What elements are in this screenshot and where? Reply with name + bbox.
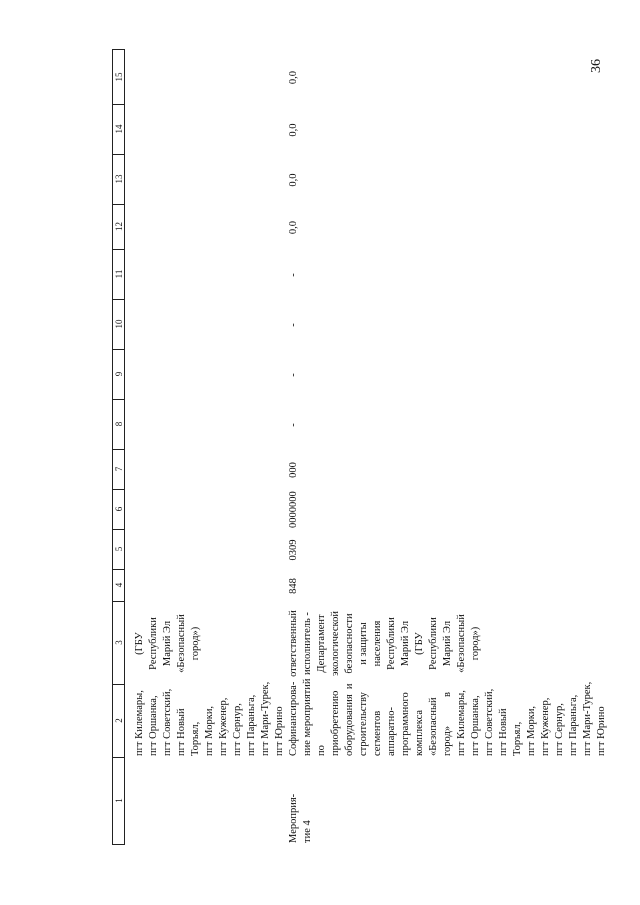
column-header-9: 9 xyxy=(112,349,125,400)
page-number: 36 xyxy=(589,59,604,73)
column-header-12: 12 xyxy=(112,204,125,250)
column-header-13: 13 xyxy=(112,154,125,205)
column-header-8: 8 xyxy=(112,399,125,450)
table-cell-r2-c9: - xyxy=(288,373,299,377)
table-cell-r2-c2: Софинансирова- ние мероприятий по приобретению оборудования и строительству сегментов аппаратно- программного комплекса «Безопасный город» в пгт Килемары, пгт Оршанка, пгт Советский, пгт Новый Торъял, пгт Морки, пгт Куженер, пгт Сернур, пгт Параньга, пгт Мари-Турек, пгт Юрино xyxy=(288,678,607,756)
column-header-15: 15 xyxy=(112,49,125,105)
table-cell-r2-c11: - xyxy=(288,273,299,277)
table-cell-r2-c3: ответственный исполнитель - Департамент экологической безопасности и защиты населения Республики Марий Эл (ГБУ Республики Марий Эл «Безопасный город») xyxy=(288,610,481,677)
table-cell-r2-c12: 0,0 xyxy=(288,220,299,235)
table-cell-r2-c1: Мероприя- тие 4 xyxy=(288,793,313,843)
table-cell-r2-c5: 0309 xyxy=(288,539,299,561)
column-header-6: 6 xyxy=(112,489,125,530)
table-cell-r2-c13: 0,0 xyxy=(288,173,299,187)
table-cell-r2-c4: 848 xyxy=(288,578,299,594)
table-cell-r2-c15: 0,0 xyxy=(288,70,299,85)
column-header-1: 1 xyxy=(112,757,125,845)
table-cell-r2-c7: 000 xyxy=(288,462,299,478)
column-header-2: 2 xyxy=(112,684,125,758)
column-header-11: 11 xyxy=(112,249,125,300)
column-header-14: 14 xyxy=(112,104,125,155)
column-header-4: 4 xyxy=(112,569,125,602)
column-header-5: 5 xyxy=(112,529,125,570)
column-header-7: 7 xyxy=(112,449,125,490)
table-cell-r1-c3: (ГБУ Республики Марий Эл «Безопасный город») xyxy=(134,614,201,673)
table-cell-r1-c2: пгт Килемары, пгт Оршанка, пгт Советский, пгт Новый Торъял, пгт Морки, пгт Куженер, пгт Сернур, пгт Параньга, пгт Мари-Турек, пгт Юрино xyxy=(134,681,285,756)
table-cell-r2-c14: 0,0 xyxy=(288,123,299,137)
table-cell-r2-c8: - xyxy=(288,423,299,427)
column-header-10: 10 xyxy=(112,299,125,350)
column-header-3: 3 xyxy=(112,601,125,685)
table-cell-r2-c10: - xyxy=(288,323,299,327)
table-cell-r2-c6: 0000000 xyxy=(288,491,299,528)
